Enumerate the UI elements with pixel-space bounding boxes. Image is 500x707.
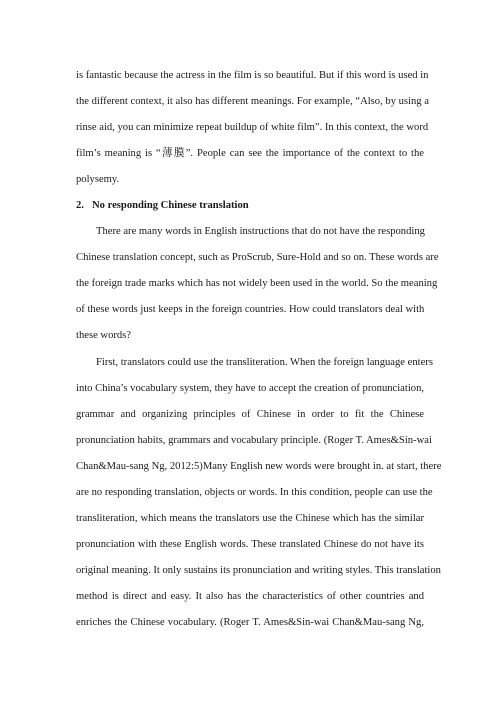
paragraph-line: transliteration, which means the translators use the Chinese which has the similar <box>76 513 424 524</box>
paragraph-line: Chinese translation concept, such as ProScrub, Sure-Hold and so on. These words are <box>76 252 439 263</box>
paragraph-line: polysemy. <box>76 174 120 185</box>
section-number: 2. <box>76 200 84 211</box>
section-title: No responding Chinese translation <box>92 200 249 211</box>
paragraph-line: original meaning. It only sustains its pronunciation and writing styles. This translation <box>76 565 441 576</box>
paragraph-line: method is direct and easy. It also has the characteristics of other countries and <box>76 591 424 602</box>
paragraph-line: of these words just keeps in the foreign countries. How could translators deal with <box>76 304 425 315</box>
paragraph-line: enriches the Chinese vocabulary. (Roger T. Ames&Sin-wai Chan&Mau-sang Ng, <box>76 617 424 628</box>
paragraph-line: film’s meaning is “薄膜”. People can see the importance of the context to the <box>76 148 424 159</box>
paragraph-line: Chan&Mau-sang Ng, 2012:5)Many English new words were brought in. at start, there <box>76 461 442 472</box>
paragraph-line: into China’s vocabulary system, they have to accept the creation of pronunciation, <box>76 383 425 394</box>
paragraph-line: grammar and organizing principles of Chinese in order to fit the Chinese <box>76 409 424 420</box>
paragraph-line: are no responding translation, objects or words. In this condition, people can use the <box>76 487 433 498</box>
paragraph-line: First, translators could use the transliteration. When the foreign language enters <box>96 357 433 368</box>
section-heading <box>76 199 249 212</box>
paragraph-line: the foreign trade marks which has not widely been used in the world. So the meaning <box>76 278 438 289</box>
paragraph-line: There are many words in English instructions that do not have the responding <box>96 226 425 237</box>
paragraph-line: pronunciation habits, grammars and vocabulary principle. (Roger T. Ames&Sin-wai <box>76 435 432 446</box>
paragraph-line: these words? <box>76 330 132 341</box>
paragraph-line: pronunciation with these English words. These translated Chinese do not have its <box>76 539 424 550</box>
paragraph-line: is fantastic because the actress in the film is so beautiful. But if this word is used in <box>76 70 429 81</box>
paragraph-line: rinse aid, you can minimize repeat buildup of white film”. In this context, the word <box>76 122 429 133</box>
paragraph-line: the different context, it also has different meanings. For example, “Also, by using a <box>76 96 429 107</box>
